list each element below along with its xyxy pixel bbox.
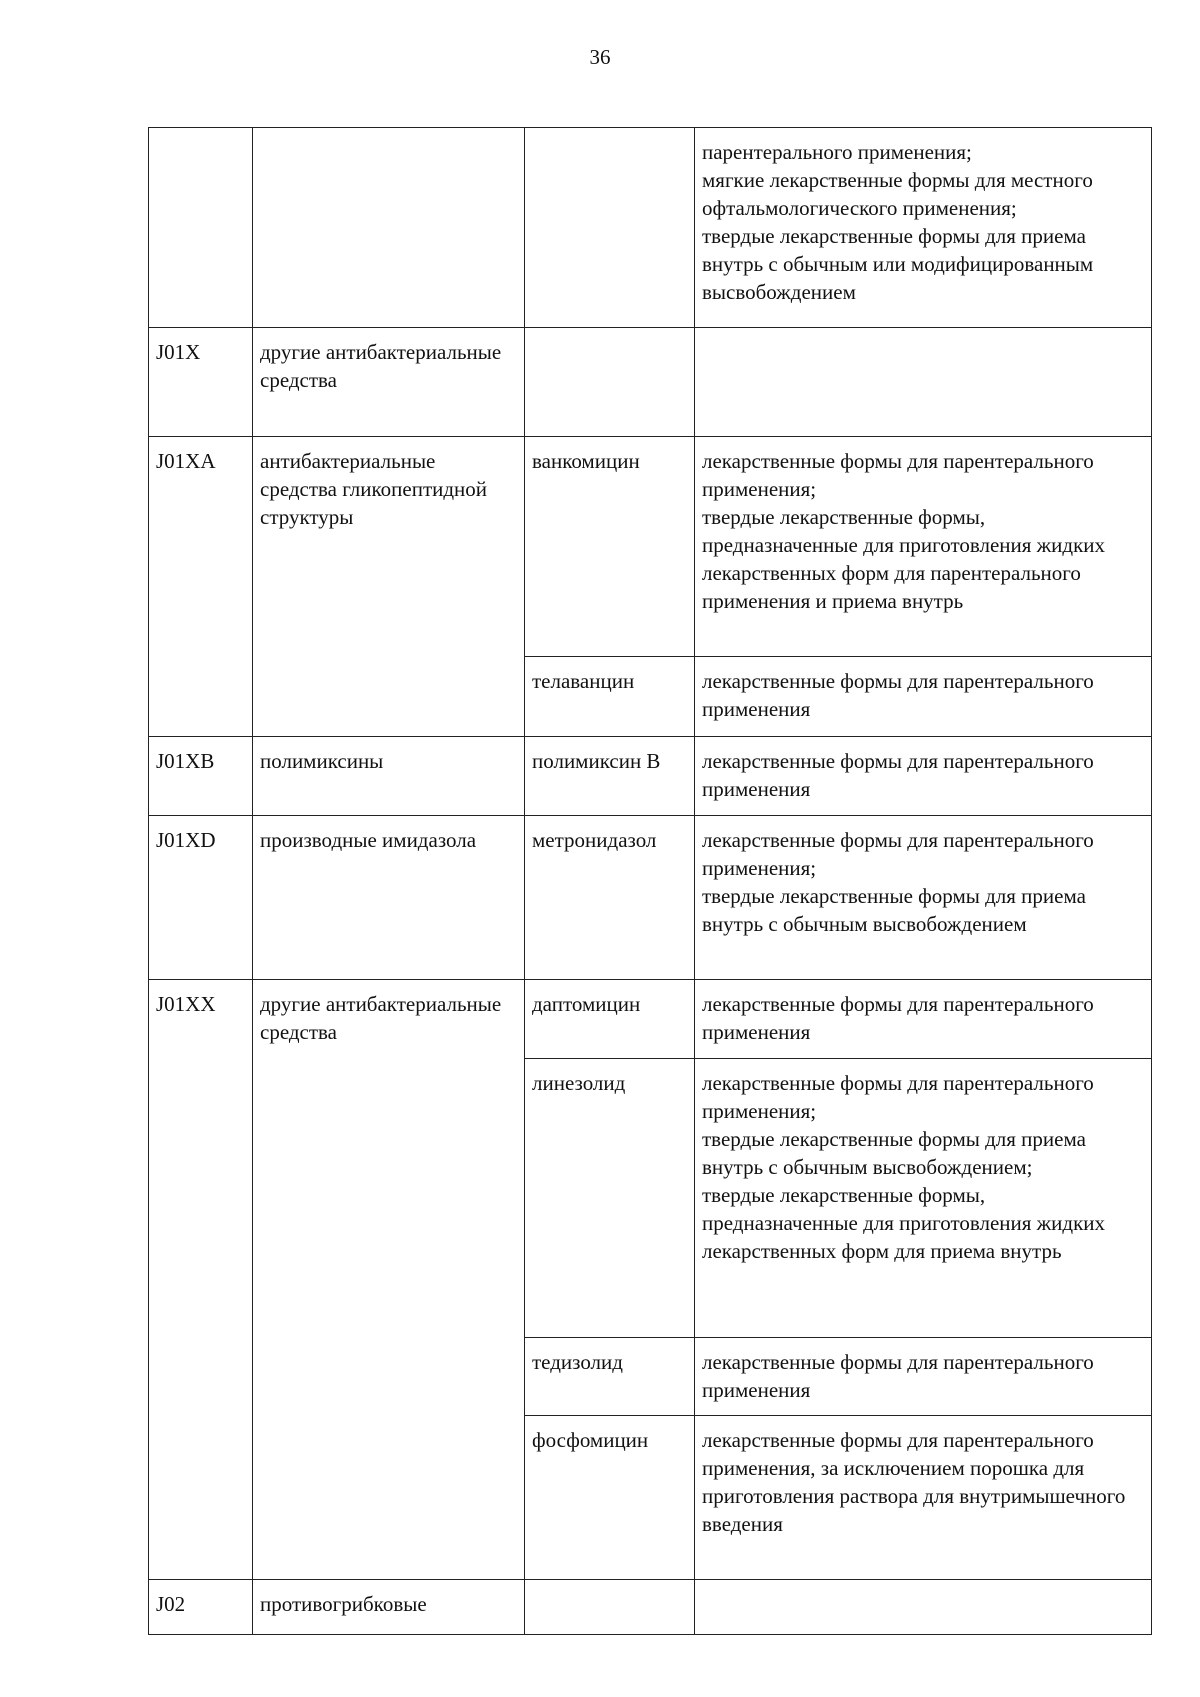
drug-cell: телаванцин [525,657,695,737]
forms-cell: лекарственные формы для парентерального применения [695,980,1152,1059]
group-cell: противогрибковые [253,1580,525,1635]
table-row [149,437,1152,657]
forms-cell: парентерального применения; мягкие лекарственные формы для местного офтальмологического применения; твердые лекарственные формы для приема внутрь с обычным или модифицированным высвобождением [695,128,1152,328]
table-row [149,128,1152,328]
atc-code-cell: J01X [149,328,253,437]
drug-cell [525,328,695,437]
table-row [149,816,1152,980]
group-cell: другие антибактериальные средства [253,328,525,437]
atc-code-cell: J01XB [149,737,253,816]
atc-code-cell: J01XD [149,816,253,980]
group-cell: другие антибактериальные средства [253,980,525,1580]
forms-cell: лекарственные формы для парентерального применения; твердые лекарственные формы, предназначенные для приготовления жидких лекарственных форм для парентерального применения и приема внутрь [695,437,1152,657]
forms-cell [695,328,1152,437]
group-cell: производные имидазола [253,816,525,980]
drug-cell: даптомицин [525,980,695,1059]
drug-cell: линезолид [525,1059,695,1338]
group-cell [253,128,525,328]
forms-cell: лекарственные формы для парентерального применения; твердые лекарственные формы для приема внутрь с обычным высвобождением [695,816,1152,980]
drug-cell: метронидазол [525,816,695,980]
forms-cell: лекарственные формы для парентерального применения [695,657,1152,737]
drug-cell: полимиксин В [525,737,695,816]
drug-cell [525,1580,695,1635]
atc-code-cell: J01XA [149,437,253,737]
table-row [149,1580,1152,1635]
atc-code-cell: J02 [149,1580,253,1635]
forms-cell: лекарственные формы для парентерального применения [695,737,1152,816]
forms-cell: лекарственные формы для парентерального применения, за исключением порошка для приготовления раствора для внутримышечного введения [695,1416,1152,1580]
atc-code-cell: J01XX [149,980,253,1580]
forms-cell [695,1580,1152,1635]
table-row [149,737,1152,816]
forms-cell: лекарственные формы для парентерального применения; твердые лекарственные формы для приема внутрь с обычным высвобождением; твердые лекарственные формы, предназначенные для приготовления жидких лекарственных форм для приема внутрь [695,1059,1152,1338]
forms-cell: лекарственные формы для парентерального применения [695,1338,1152,1416]
group-cell: антибактериальные средства гликопептидной структуры [253,437,525,737]
drug-table [148,127,1152,1635]
drug-cell [525,128,695,328]
atc-code-cell [149,128,253,328]
group-cell: полимиксины [253,737,525,816]
table-row [149,328,1152,437]
drug-cell: тедизолид [525,1338,695,1416]
drug-cell: фосфомицин [525,1416,695,1580]
table-row [149,980,1152,1059]
drug-cell: ванкомицин [525,437,695,657]
page-number: 36 [589,45,611,69]
